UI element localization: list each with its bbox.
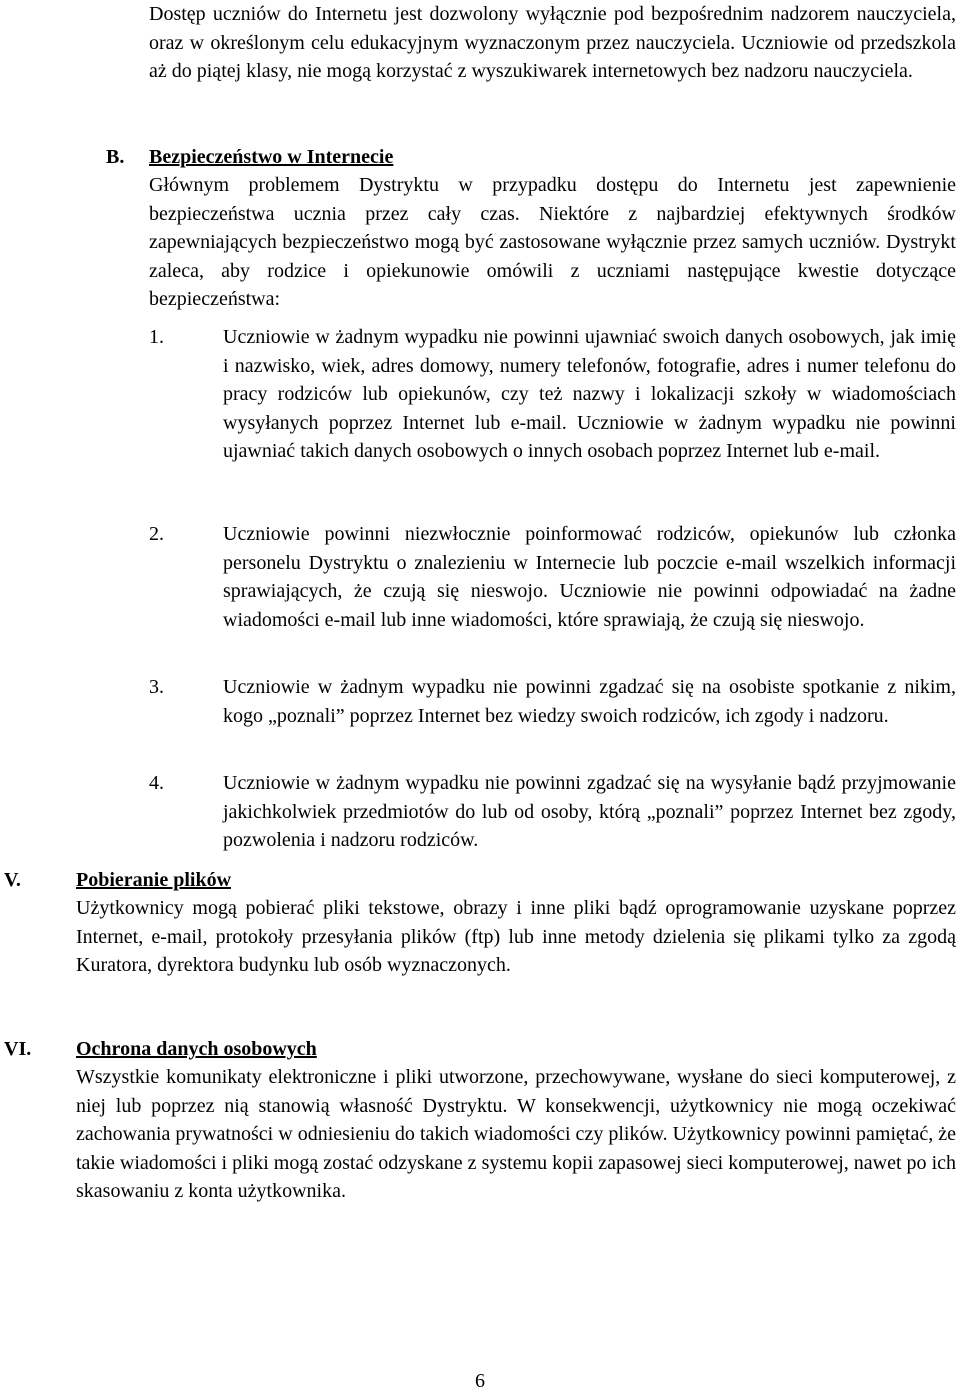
- list-item-text: Uczniowie w żadnym wypadku nie powinni zgadzać się na osobiste spotkanie z nikim, kogo „poznali” poprzez Internet bez wiedzy swoich rodziców, ich zgody i nadzoru.: [223, 676, 956, 727]
- section-b-paragraph: Głównym problemem Dystryktu w przypadku dostępu do Internetu jest zapewnienie bezpieczeństwa ucznia przez cały czas. Niektóre z najbardziej efektywnych środków zapewniających bezpieczeństwo mogą być zastosowane wyłącznie przez samych uczniów. Dystrykt zaleca, aby rodzice i opiekunowie omówili z uczniami następujące kwestie dotyczące bezpieczeństwa:: [149, 174, 956, 310]
- section-b-label: B.: [106, 146, 125, 168]
- page-number: 6: [475, 1370, 485, 1392]
- list-item-number: 3.: [149, 676, 164, 698]
- list-item-text: Uczniowie powinni niezwłocznie poinformować rodziców, opiekunów lub członka personelu Dystryktu o znalezieniu w Internecie lub poczcie e-mail wszelkich informacji sprawiających, że czują się nieswojo. Uczniowie nie powinni odpowiadać na żadne wiadomości e-mail lub inne wiadomości, które sprawiają, że czują się nieswojo.: [223, 523, 956, 631]
- section-b-title: Bezpieczeństwo w Internecie: [149, 146, 394, 168]
- section-vi-label: VI.: [4, 1038, 32, 1060]
- section-v-title: Pobieranie plików: [76, 869, 232, 891]
- list-item-number: 1.: [149, 326, 164, 348]
- section-vi-title: Ochrona danych osobowych: [76, 1038, 317, 1060]
- section-v-paragraph: Użytkownicy mogą pobierać pliki tekstowe, obrazy i inne pliki bądź oprogramowanie uzyskane poprzez Internet, e-mail, protokoły przesyłania plików (ftp) lub inne metody dzielenia się plikami tylko za zgodą Kuratora, dyrektora budynku lub osób wyznaczonych.: [76, 897, 956, 976]
- list-item-number: 2.: [149, 523, 164, 545]
- list-item-number: 4.: [149, 772, 164, 794]
- section-v-label: V.: [4, 869, 21, 891]
- intro-paragraph: Dostęp uczniów do Internetu jest dozwolony wyłącznie pod bezpośrednim nadzorem nauczyciela, oraz w określonym celu edukacyjnym wyznaczonym przez nauczyciela. Uczniowie od przedszkola aż do piątej klasy, nie mogą korzystać z wyszukiwarek internetowych bez nadzoru nauczyciela.: [149, 3, 956, 82]
- list-item-text: Uczniowie w żadnym wypadku nie powinni ujawniać swoich danych osobowych, jak imię i nazwisko, wiek, adres domowy, numery telefonów, fotografie, adres i numer telefonu do pracy rodziców lub opiekunów, czy też nazwy i lokalizacji szkoły w wiadomościach wysyłanych poprzez Internet lub e-mail. Uczniowie w żadnym wypadku nie powinni ujawniać takich danych osobowych o innych osobach poprzez Internet lub e-mail.: [223, 326, 956, 462]
- list-item-text: Uczniowie w żadnym wypadku nie powinni zgadzać się na wysyłanie bądź przyjmowanie jakichkolwiek przedmiotów do lub od osoby, którą „poznali” poprzez Internet bez zgody, pozwolenia i nadzoru rodziców.: [223, 772, 956, 851]
- section-vi-paragraph: Wszystkie komunikaty elektroniczne i pliki utworzone, przechowywane, wysłane do sieci komputerowej, z niej lub poprzez nią stanowią własność Dystryktu. W konsekwencji, użytkownicy nie mogą oczekiwać zachowania prywatności w odniesieniu do takich wiadomości czy plików. Użytkownicy powinni pamiętać, że takie wiadomości i pliki mogą zostać odzyskane z systemu kopii zapasowej sieci komputerowej, nawet po ich skasowaniu z konta użytkownika.: [76, 1066, 956, 1202]
